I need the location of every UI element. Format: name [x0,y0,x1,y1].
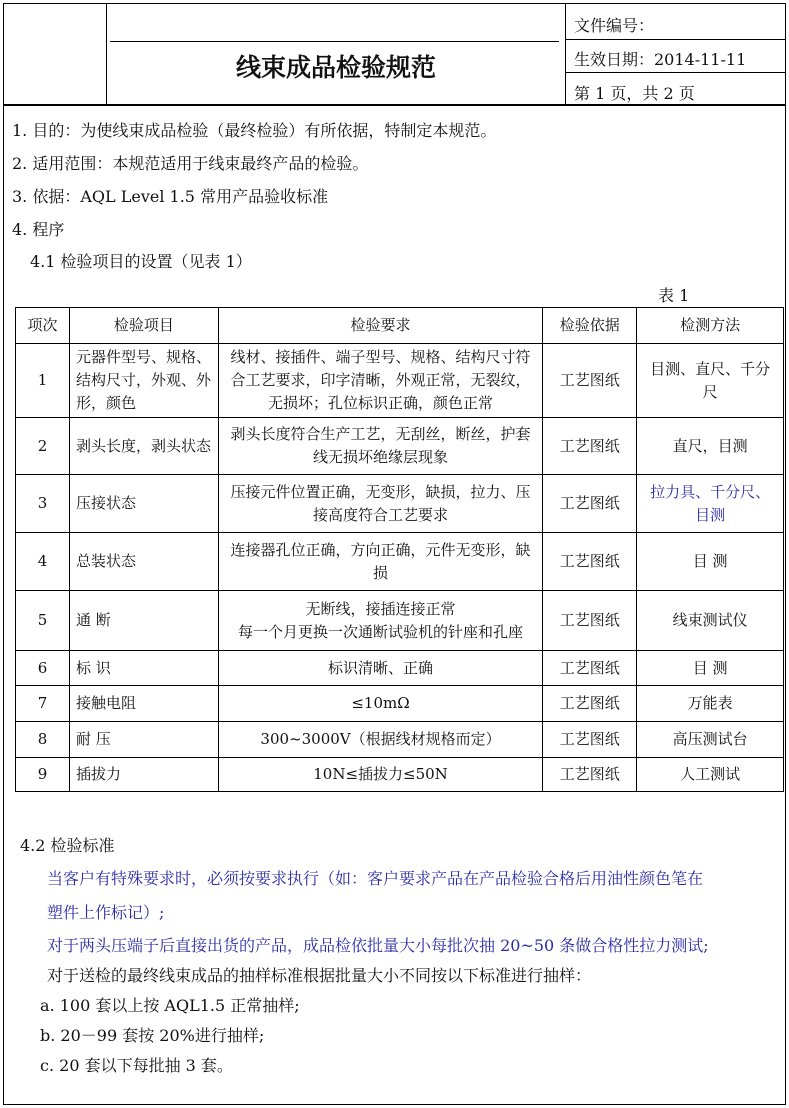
section-4-1-heading: 4.1 检验项目的设置（见表 1） [30,252,252,271]
row-basis: 工艺图纸 [543,686,637,722]
row-requirement: ≤10mΩ [218,686,543,722]
table-row [16,591,784,651]
row-item: 总装状态 [69,533,218,591]
row-method: 人工测试 [637,758,784,792]
table-row [16,651,784,686]
inspection-table [15,307,784,792]
row-basis: 工艺图纸 [543,722,637,758]
row-item: 耐 压 [69,722,218,758]
row-no: 8 [16,722,70,758]
table-row [16,344,784,418]
row-no: 6 [16,651,70,686]
row-item: 通 断 [69,591,218,651]
row-no: 3 [16,475,70,533]
table-row [16,722,784,758]
row-basis: 工艺图纸 [543,418,637,475]
document-title: 线束成品检验规范 [235,53,436,82]
row-item: 剥头长度，剥头状态 [69,418,218,475]
row-method: 目测、直尺、千分尺 [637,344,784,418]
row-method: 万能表 [637,686,784,722]
row-item: 标 识 [69,651,218,686]
procedure-line: 4. 程序 [12,220,65,239]
row-basis: 工艺图纸 [543,533,637,591]
standard-paragraph-3: 对于送检的最终线束成品的抽样标准根据批量大小不同按以下标准进行抽样： [47,966,592,985]
sampling-item-b: b. 20－99 套按 20%进行抽样; [40,1026,265,1045]
row-requirement: 无断线，接插连接正常 每一个月更换一次通断试验机的针座和孔座 [218,591,543,651]
basis-line: 3. 依据：AQL Level 1.5 常用产品验收标准 [12,187,329,206]
row-requirement: 标识清晰、正确 [218,651,543,686]
row-item: 元器件型号、规格、结构尺寸，外观、外形，颜色 [69,344,218,418]
standard-paragraph-1b: 塑件上作标记）; [47,903,165,922]
row-requirement: 压接元件位置正确，无变形，缺损，拉力、压接高度符合工艺要求 [218,475,543,533]
row-method: 高压测试台 [637,722,784,758]
row-requirement: 线材、接插件、端子型号、规格、结构尺寸符合工艺要求，印字清晰，外观正常，无裂纹，无损坏；孔位标识正确，颜色正常 [218,344,543,418]
row-item: 压接状态 [69,475,218,533]
row-requirement: 连接器孔位正确，方向正确，元件无变形，缺损 [218,533,543,591]
table-header-row [16,308,784,344]
standard-paragraph-2: 对于两头压端子后直接出货的产品，成品检依批量大小每批次抽 20~50 条做合格性拉力测试; [47,936,709,955]
effective-date: 生效日期：2014-11-11 [574,50,747,69]
sampling-item-a: a. 100 套以上按 AQL1.5 正常抽样; [40,996,300,1015]
row-method: 目 测 [637,533,784,591]
sampling-item-c: c. 20 套以下每批抽 3 套。 [40,1056,233,1075]
row-no: 4 [16,533,70,591]
row-requirement: 10N≤插拔力≤50N [218,758,543,792]
row-item: 插拔力 [69,758,218,792]
table-row [16,533,784,591]
document-number: 文件编号： [574,16,655,35]
header-no: 项次 [16,308,70,344]
row-basis: 工艺图纸 [543,344,637,418]
table-row [16,418,784,475]
row-requirement: 剥头长度符合生产工艺，无刮丝，断丝，护套线无损坏绝缘层现象 [218,418,543,475]
header-basis: 检验依据 [543,308,637,344]
table-row [16,686,784,722]
row-no: 5 [16,591,70,651]
row-no: 2 [16,418,70,475]
page-info: 第 1 页，共 2 页 [574,84,695,103]
row-requirement: 300~3000V（根据线材规格而定） [218,722,543,758]
section-4-2-heading: 4.2 检验标准 [20,836,115,855]
header-method: 检测方法 [637,308,784,344]
row-basis: 工艺图纸 [543,591,637,651]
row-no: 1 [16,344,70,418]
standard-paragraph-1a: 当客户有特殊要求时，必须按要求执行（如：客户要求产品在产品检验合格后用油性颜色笔在 [47,869,704,888]
table-caption: 表 1 [658,286,690,305]
row-method: 线束测试仪 [637,591,784,651]
scope-line: 2. 适用范围：本规范适用于线束最终产品的检验。 [12,154,369,173]
row-basis: 工艺图纸 [543,758,637,792]
table-row [16,758,784,792]
table-row [16,475,784,533]
row-no: 9 [16,758,70,792]
purpose-line: 1. 目的：为使线束成品检验（最终检验）有所依据，特制定本规范。 [12,121,497,140]
row-item: 接触电阻 [69,686,218,722]
row-basis: 工艺图纸 [543,475,637,533]
row-method: 直尺，目测 [637,418,784,475]
row-basis: 工艺图纸 [543,651,637,686]
header-requirement: 检验要求 [218,308,543,344]
row-method: 拉力具、千分尺、目测 [637,475,784,533]
header-item: 检验项目 [69,308,218,344]
row-no: 7 [16,686,70,722]
row-method: 目 测 [637,651,784,686]
